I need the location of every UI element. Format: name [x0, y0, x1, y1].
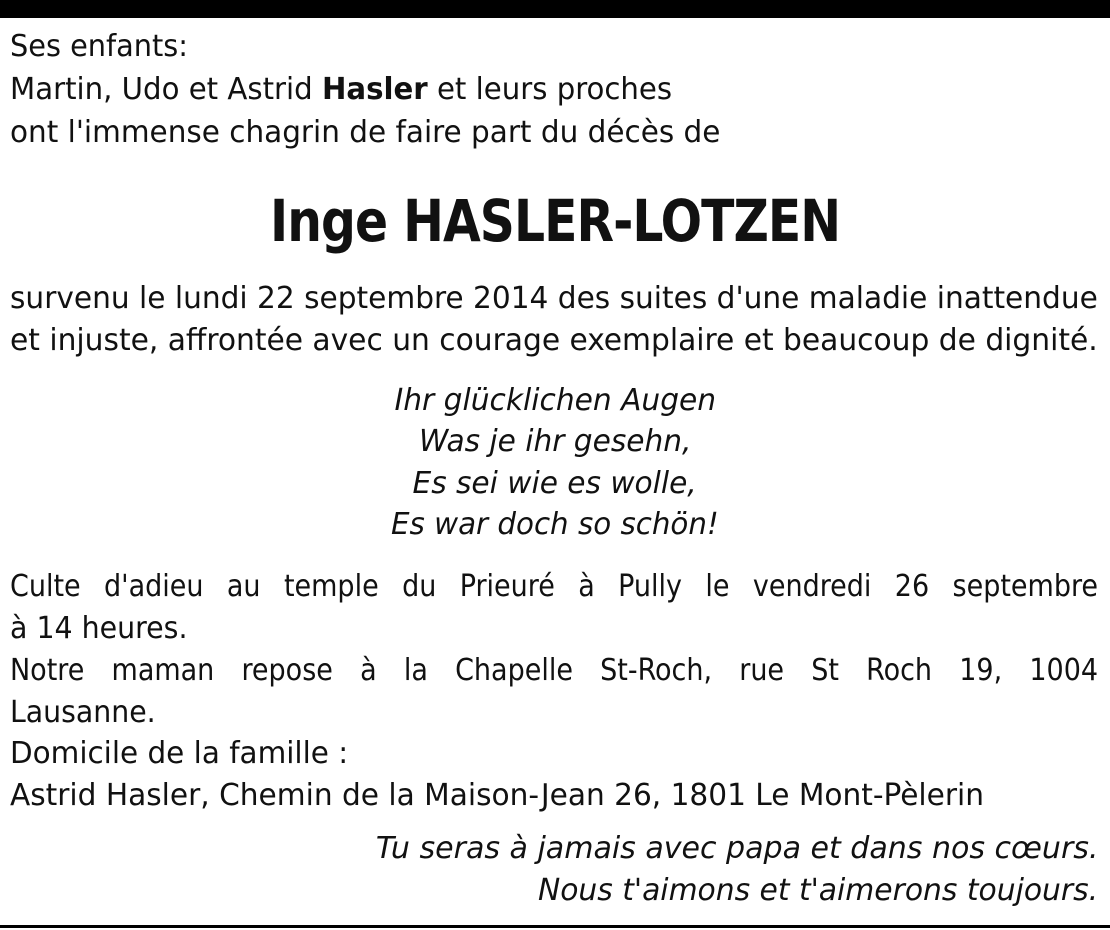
children-names: Martin, Udo et Astrid [10, 72, 313, 107]
family-home-label: Domicile de la famille : [10, 736, 349, 771]
closing-line-2 [537, 870, 1098, 912]
deceased-name [0, 186, 1110, 256]
rest-place-line-2: Lausanne. [10, 695, 156, 730]
closing-line-2-text: Nous t'aimons et t'aimerons toujours. [537, 873, 1098, 908]
closing-line-1-text: Tu seras à jamais avec papa et dans nos cœurs. [375, 831, 1098, 866]
deceased-name-text: Inge HASLER-LOTZEN [269, 187, 841, 255]
verse-line-2 [0, 421, 1110, 463]
verse-line-3-text: Es sei wie es wolle, [412, 466, 698, 501]
verse-line-3 [0, 463, 1110, 505]
intro-line-children: Ses enfants: [10, 29, 188, 64]
relatives-text: et leurs proches [436, 72, 673, 107]
intro-line-names [10, 69, 672, 111]
death-notice-line-2: et injuste, affrontée avec un courage exemplaire et beaucoup de dignité. [10, 323, 1098, 358]
verse-line-4 [0, 504, 1110, 546]
family-home-address: Astrid Hasler, Chemin de la Maison-Jean 26, 1801 Le Mont-Pèlerin [10, 778, 985, 813]
family-surname: Hasler [321, 72, 428, 107]
top-border-rule [0, 0, 1110, 18]
intro-line-announcement: ont l'immense chagrin de faire part du décès de [10, 115, 721, 150]
verse-line-4-text: Es war doch so schön! [391, 507, 719, 542]
verse-line-1-text: Ihr glücklichen Augen [394, 383, 716, 418]
closing-line-1 [375, 828, 1098, 870]
bottom-border-rule [0, 925, 1110, 928]
service-line-1: Culte d'adieu au temple du Prieuré à Pully le vendredi 26 septembre [10, 569, 1099, 604]
verse-line-1 [0, 380, 1110, 422]
death-notice-line-1: survenu le lundi 22 septembre 2014 des suites d'une maladie inattendue [10, 281, 1098, 316]
verse-line-2-text: Was je ihr gesehn, [418, 424, 692, 459]
service-line-2: à 14 heures. [10, 611, 188, 646]
rest-place-line-1: Notre maman repose à la Chapelle St-Roch, rue St Roch 19, 1004 [10, 653, 1099, 688]
